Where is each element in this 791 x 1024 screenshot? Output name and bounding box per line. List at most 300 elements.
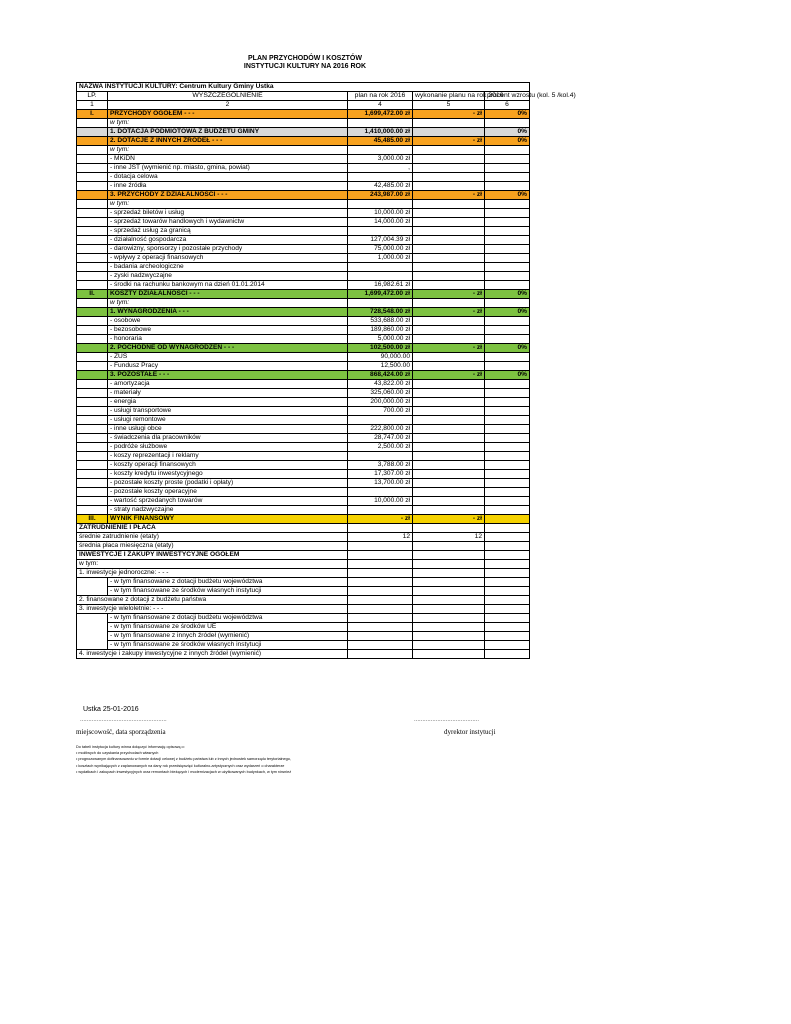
cell-lp — [77, 281, 108, 290]
cell-name: - w tym finansowane z dotacji budżetu województwa — [108, 578, 348, 587]
cell-pct — [485, 452, 530, 461]
place-date: Ustka 25-01-2016 — [83, 706, 139, 713]
cell-exec — [413, 569, 485, 578]
cell-plan — [348, 632, 413, 641]
cell-pct — [485, 497, 530, 506]
cell-lp — [77, 200, 108, 209]
table-row — [77, 380, 530, 389]
cell-pct — [485, 209, 530, 218]
cell-lp — [77, 389, 108, 398]
cell-plan — [348, 650, 413, 659]
cell-name: - inne usługi obce — [108, 425, 348, 434]
indent-cell — [77, 578, 108, 587]
cell-pct — [485, 272, 530, 281]
cell-pct — [485, 353, 530, 362]
cell-lp — [77, 146, 108, 155]
cell-lp — [77, 272, 108, 281]
indent-cell — [77, 623, 108, 632]
cell-plan — [348, 641, 413, 650]
cell-pct — [485, 488, 530, 497]
cell-name: - MKiDN — [108, 155, 348, 164]
colnum-4: 4 — [348, 101, 413, 110]
cell-pct — [485, 416, 530, 425]
cell-exec — [413, 218, 485, 227]
cell-exec — [413, 254, 485, 263]
table-row — [77, 191, 530, 200]
note-line: • wydatkach i zakupach inwestycyjnych oraz remontach bieżących i modernizacjach w użytkowanych budynkach, w tym również — [76, 769, 292, 774]
header-lp: LP. — [77, 92, 108, 101]
cell-name: - działalność gospodarcza — [108, 236, 348, 245]
cell-name: - podróże służbowe — [108, 443, 348, 452]
indent-cell — [77, 614, 108, 623]
cell-pct — [485, 164, 530, 173]
table-row — [77, 137, 530, 146]
cell-plan — [348, 551, 413, 560]
colnum-2: 2 — [108, 101, 348, 110]
header-plan: plan na rok 2016 — [348, 92, 413, 101]
cell-name: w tym: — [77, 560, 348, 569]
cell-pct — [485, 650, 530, 659]
cell-plan — [348, 119, 413, 128]
cell-pct — [485, 254, 530, 263]
cell-plan: 1,699,472.00 zł — [348, 110, 413, 119]
cell-lp — [77, 317, 108, 326]
cell-exec — [413, 362, 485, 371]
cell-lp — [77, 299, 108, 308]
cell-lp — [77, 326, 108, 335]
cell-exec — [413, 227, 485, 236]
table-row — [77, 551, 530, 560]
cell-pct — [485, 551, 530, 560]
table-row — [77, 542, 530, 551]
header-exec: wykonanie planu na rok 2016 — [413, 92, 485, 101]
cell-name: - sprzedaż towarów handlowych i wydawnictw — [108, 218, 348, 227]
cell-lp — [77, 488, 108, 497]
cell-lp — [77, 218, 108, 227]
table-row — [77, 497, 530, 506]
cell-pct — [485, 614, 530, 623]
cell-exec — [413, 173, 485, 182]
cell-exec — [413, 128, 485, 137]
cell-name: - koszty kredytu inwestycyjnego — [108, 470, 348, 479]
cell-pct: 0% — [485, 110, 530, 119]
cell-pct — [485, 263, 530, 272]
cell-exec — [413, 578, 485, 587]
cell-plan — [348, 200, 413, 209]
indent-cell — [77, 641, 108, 650]
cell-exec — [413, 326, 485, 335]
cell-lp — [77, 209, 108, 218]
table-row — [77, 650, 530, 659]
cell-exec — [413, 524, 485, 533]
table-row — [77, 452, 530, 461]
cell-exec: 12 — [413, 533, 485, 542]
table-row — [77, 173, 530, 182]
cell-lp — [77, 362, 108, 371]
cell-pct — [485, 569, 530, 578]
cell-exec — [413, 650, 485, 659]
table-row — [77, 488, 530, 497]
cell-exec — [413, 245, 485, 254]
cell-name: - wpływy z operacji finansowych — [108, 254, 348, 263]
cell-pct — [485, 542, 530, 551]
cell-pct — [485, 434, 530, 443]
cell-plan — [348, 578, 413, 587]
cell-exec — [413, 380, 485, 389]
cell-pct: 0% — [485, 344, 530, 353]
cell-pct — [485, 623, 530, 632]
cell-exec — [413, 146, 485, 155]
table-row — [77, 290, 530, 299]
cell-plan: 75,000.00 zł — [348, 245, 413, 254]
table-row — [77, 524, 530, 533]
cell-pct: 0% — [485, 137, 530, 146]
cell-pct — [485, 515, 530, 524]
cell-pct — [485, 641, 530, 650]
cell-lp — [77, 245, 108, 254]
cell-exec — [413, 353, 485, 362]
cell-plan: 43,822.00 zł — [348, 380, 413, 389]
cell-pct — [485, 443, 530, 452]
cell-exec — [413, 470, 485, 479]
cell-exec — [413, 641, 485, 650]
cell-name: średnie zatrudnienie (etaty) — [77, 533, 348, 542]
cell-exec — [413, 299, 485, 308]
cell-exec — [413, 614, 485, 623]
cell-exec — [413, 389, 485, 398]
cell-plan: 728,548.00 zł — [348, 308, 413, 317]
cell-lp — [77, 452, 108, 461]
cell-name: - straty nadzwyczajne — [108, 506, 348, 515]
cell-plan — [348, 299, 413, 308]
table-row — [77, 425, 530, 434]
cell-plan: 3,000.00 zł — [348, 155, 413, 164]
cell-exec — [413, 632, 485, 641]
institution-name: NAZWA INSTYTUCJI KULTURY: Centrum Kultury Gminy Ustka — [77, 83, 530, 92]
cell-lp — [77, 263, 108, 272]
cell-plan — [348, 623, 413, 632]
cell-exec — [413, 560, 485, 569]
cell-name: - usługi transportowe — [108, 407, 348, 416]
cell-lp — [77, 173, 108, 182]
cell-pct — [485, 389, 530, 398]
cell-name: - pozostałe koszty proste (podatki i opłaty) — [108, 479, 348, 488]
table-row — [77, 434, 530, 443]
cell-lp — [77, 128, 108, 137]
cell-plan — [348, 524, 413, 533]
cell-plan — [348, 587, 413, 596]
cell-plan: 102,500.00 zł — [348, 344, 413, 353]
table-row — [77, 443, 530, 452]
cell-plan: 28,747.00 zł — [348, 434, 413, 443]
table-row — [77, 317, 530, 326]
note-line: • możliwych do uzyskania przychodach własnych — [76, 751, 159, 756]
cell-pct — [485, 362, 530, 371]
table-row — [77, 182, 530, 191]
table-row — [77, 614, 530, 623]
table-row — [77, 272, 530, 281]
cell-name: - bezosobowe — [108, 326, 348, 335]
cell-name: KOSZTY DZIAŁALNOŚCI - - - — [108, 290, 348, 299]
table-row — [77, 245, 530, 254]
cell-name: - dotacja celowa — [108, 173, 348, 182]
cell-exec: - zł — [413, 110, 485, 119]
cell-exec — [413, 407, 485, 416]
cell-pct — [485, 200, 530, 209]
cell-lp — [77, 353, 108, 362]
cell-name: - zyski nadzwyczajne — [108, 272, 348, 281]
cell-name: - ZUS — [108, 353, 348, 362]
cell-lp — [77, 416, 108, 425]
table-row — [77, 236, 530, 245]
cell-pct — [485, 326, 530, 335]
cell-name: - usługi remontowe — [108, 416, 348, 425]
cell-lp — [77, 461, 108, 470]
cell-exec — [413, 317, 485, 326]
cell-lp — [77, 479, 108, 488]
cell-name: - inne źródła — [108, 182, 348, 191]
cell-name: - energia — [108, 398, 348, 407]
cell-pct: 0% — [485, 290, 530, 299]
cell-exec — [413, 398, 485, 407]
table-row — [77, 461, 530, 470]
cell-lp — [77, 380, 108, 389]
cell-name: w tym: — [108, 299, 348, 308]
cell-plan — [348, 227, 413, 236]
cell-pct — [485, 119, 530, 128]
cell-pct: 0% — [485, 191, 530, 200]
table-row — [77, 254, 530, 263]
cell-pct — [485, 578, 530, 587]
table-row — [77, 371, 530, 380]
cell-pct: 0% — [485, 371, 530, 380]
cell-lp — [77, 398, 108, 407]
cell-plan — [348, 416, 413, 425]
table-row — [77, 398, 530, 407]
table-row — [77, 362, 530, 371]
cell-plan: 10,000.00 zł — [348, 497, 413, 506]
cell-plan: - zł — [348, 515, 413, 524]
cell-name: 3. PRZYCHODY Z DZIAŁALNOŚCI - - - — [108, 191, 348, 200]
cell-lp: II. — [77, 290, 108, 299]
cell-plan: 90,000.00 — [348, 353, 413, 362]
cell-plan: 14,000.00 zł — [348, 218, 413, 227]
cell-plan: 12 — [348, 533, 413, 542]
cell-pct — [485, 227, 530, 236]
cell-plan: 127,004.39 zł — [348, 236, 413, 245]
cell-plan: 42,485.00 zł — [348, 182, 413, 191]
cell-plan — [348, 488, 413, 497]
cell-exec — [413, 497, 485, 506]
cell-lp — [77, 443, 108, 452]
cell-pct — [485, 533, 530, 542]
cell-plan: 1,410,000.00 zł — [348, 128, 413, 137]
cell-pct — [485, 218, 530, 227]
cell-plan: 3,788.00 zł — [348, 461, 413, 470]
cell-exec — [413, 551, 485, 560]
cell-plan — [348, 614, 413, 623]
table-row — [77, 560, 530, 569]
cell-pct: 0% — [485, 128, 530, 137]
cell-pct — [485, 560, 530, 569]
cell-lp — [77, 155, 108, 164]
cell-exec: - zł — [413, 515, 485, 524]
colnum-6: 6 — [485, 101, 530, 110]
table-row — [77, 263, 530, 272]
colnum-1: 1 — [77, 101, 108, 110]
cell-plan — [348, 542, 413, 551]
cell-name: 2. POCHODNE OD WYNAGRODZEŃ - - - — [108, 344, 348, 353]
cell-name: - materiały — [108, 389, 348, 398]
cell-name: - amortyzacja — [108, 380, 348, 389]
cell-name: - osobowe — [108, 317, 348, 326]
cell-plan — [348, 146, 413, 155]
cell-exec — [413, 488, 485, 497]
cell-exec — [413, 263, 485, 272]
cell-exec — [413, 200, 485, 209]
cell-plan: 12,500.00 — [348, 362, 413, 371]
cell-pct — [485, 425, 530, 434]
cell-pct — [485, 245, 530, 254]
cell-exec — [413, 164, 485, 173]
cell-lp — [77, 182, 108, 191]
header-name: WYSZCZEGÓLNIENIE — [108, 92, 348, 101]
cell-lp — [77, 191, 108, 200]
table-row — [77, 479, 530, 488]
cell-name: 3. POZOSTAŁE - - - — [108, 371, 348, 380]
cell-exec — [413, 119, 485, 128]
cell-exec — [413, 506, 485, 515]
header-pct: procent wzrostu (kol. 5 /kol.4) — [485, 92, 530, 101]
cell-exec: - zł — [413, 137, 485, 146]
cell-exec — [413, 452, 485, 461]
cell-name: - koszty operacji finansowych — [108, 461, 348, 470]
cell-name: średnia płaca miesięczna (etaty) — [77, 542, 348, 551]
cell-plan — [348, 452, 413, 461]
cell-name: w tym: — [108, 146, 348, 155]
table-row — [77, 416, 530, 425]
cell-name: - darowizny, sponsorzy i pozostałe przychody — [108, 245, 348, 254]
cell-pct — [485, 407, 530, 416]
cell-pct — [485, 146, 530, 155]
plan-table-body — [77, 83, 576, 659]
table-row — [77, 155, 530, 164]
title-line-2: INSTYTUCJI KULTURY NA 2016 ROK — [243, 63, 367, 70]
cell-plan: 533,688.00 zł — [348, 317, 413, 326]
cell-exec: - zł — [413, 371, 485, 380]
cell-lp — [77, 236, 108, 245]
note-line: • prognozowanym dofinansowaniu w formie dotacji celowej z budżetu państwa lub z innych jednostek samorządu terytorialnego, — [76, 757, 291, 762]
table-row — [77, 200, 530, 209]
table-row — [77, 353, 530, 362]
plan-table — [76, 82, 576, 659]
table-row — [77, 587, 530, 596]
cell-name: 3. inwestycje wieloletnie: - - - — [77, 605, 348, 614]
cell-plan — [348, 605, 413, 614]
table-row — [77, 119, 530, 128]
table-row — [77, 407, 530, 416]
cell-plan: 17,307.00 zł — [348, 470, 413, 479]
cell-plan: 325,060.00 zł — [348, 389, 413, 398]
cell-exec: - zł — [413, 344, 485, 353]
cell-name: - w tym finansowane ze środków własnych instytucji — [108, 641, 348, 650]
table-row — [77, 326, 530, 335]
cell-lp — [77, 371, 108, 380]
cell-plan: 45,485.00 zł — [348, 137, 413, 146]
note-line: • kosztach wynikających z zaplanowanych na dany rok przedsięwzięć kulturalno-artystycznych oraz wydarzeń o charakterze — [76, 763, 285, 768]
cell-name: - w tym finansowane ze środków własnych instytucji — [108, 587, 348, 596]
cell-lp — [77, 407, 108, 416]
cell-lp: I. — [77, 110, 108, 119]
cell-pct — [485, 173, 530, 182]
cell-exec: - zł — [413, 191, 485, 200]
cell-exec — [413, 425, 485, 434]
cell-plan: 243,987.00 zł — [348, 191, 413, 200]
title-line-1: PLAN PRZYCHODÓW I KOSZTÓW — [248, 55, 362, 62]
cell-pct — [485, 632, 530, 641]
cell-plan — [348, 173, 413, 182]
cell-exec — [413, 605, 485, 614]
cell-plan: 13,700.00 zł — [348, 479, 413, 488]
table-row — [77, 605, 530, 614]
table-row — [77, 344, 530, 353]
cell-name: - w tym finansowane ze środków UE — [108, 623, 348, 632]
cell-exec — [413, 479, 485, 488]
cell-name: - sprzedaż usług za granicą — [108, 227, 348, 236]
cell-name: w tym: — [108, 200, 348, 209]
table-row — [77, 515, 530, 524]
table-row — [77, 164, 530, 173]
director-label: dyrektor instytucji — [444, 728, 496, 736]
cell-lp — [77, 506, 108, 515]
table-row — [77, 533, 530, 542]
cell-exec — [413, 272, 485, 281]
notes — [76, 744, 291, 775]
cell-name: - sprzedaż biletów i usług — [108, 209, 348, 218]
cell-plan: , — [348, 164, 413, 173]
cell-lp — [77, 137, 108, 146]
table-row — [77, 569, 530, 578]
cell-name: - świadczenia dla pracowników — [108, 434, 348, 443]
cell-name: ZATRUDNIENIE I PŁACA — [77, 524, 348, 533]
cell-plan: 16,982.61 zł — [348, 281, 413, 290]
cell-lp — [77, 425, 108, 434]
cell-name: 2. finansowane z dotacji z budżetu państwa — [77, 596, 348, 605]
cell-plan: 868,424.00 zł — [348, 371, 413, 380]
cell-pct — [485, 299, 530, 308]
cell-pct — [485, 281, 530, 290]
table-row — [77, 470, 530, 479]
cell-name: - w tym finansowane z dotacji budżetu województwa — [108, 614, 348, 623]
cell-pct — [485, 479, 530, 488]
cell-lp — [77, 227, 108, 236]
cell-name: - środki na rachunku bankowym na dzień 01.01.2014 — [108, 281, 348, 290]
cell-pct — [485, 524, 530, 533]
cell-pct: 0% — [485, 308, 530, 317]
table-row — [77, 146, 530, 155]
cell-plan — [348, 569, 413, 578]
cell-exec: - zł — [413, 308, 485, 317]
cell-pct — [485, 155, 530, 164]
table-row — [77, 335, 530, 344]
cell-name: - badania archeologiczne — [108, 263, 348, 272]
table-row — [77, 110, 530, 119]
cell-name: 2. DOTACJE Z INNYCH ŹRÓDEŁ - - - — [108, 137, 348, 146]
cell-exec: - zł — [413, 290, 485, 299]
note-line: Do tabeli instytucja kultury winna dołączyć informację opisową o: — [76, 745, 185, 749]
table-row — [77, 623, 530, 632]
cell-exec — [413, 443, 485, 452]
